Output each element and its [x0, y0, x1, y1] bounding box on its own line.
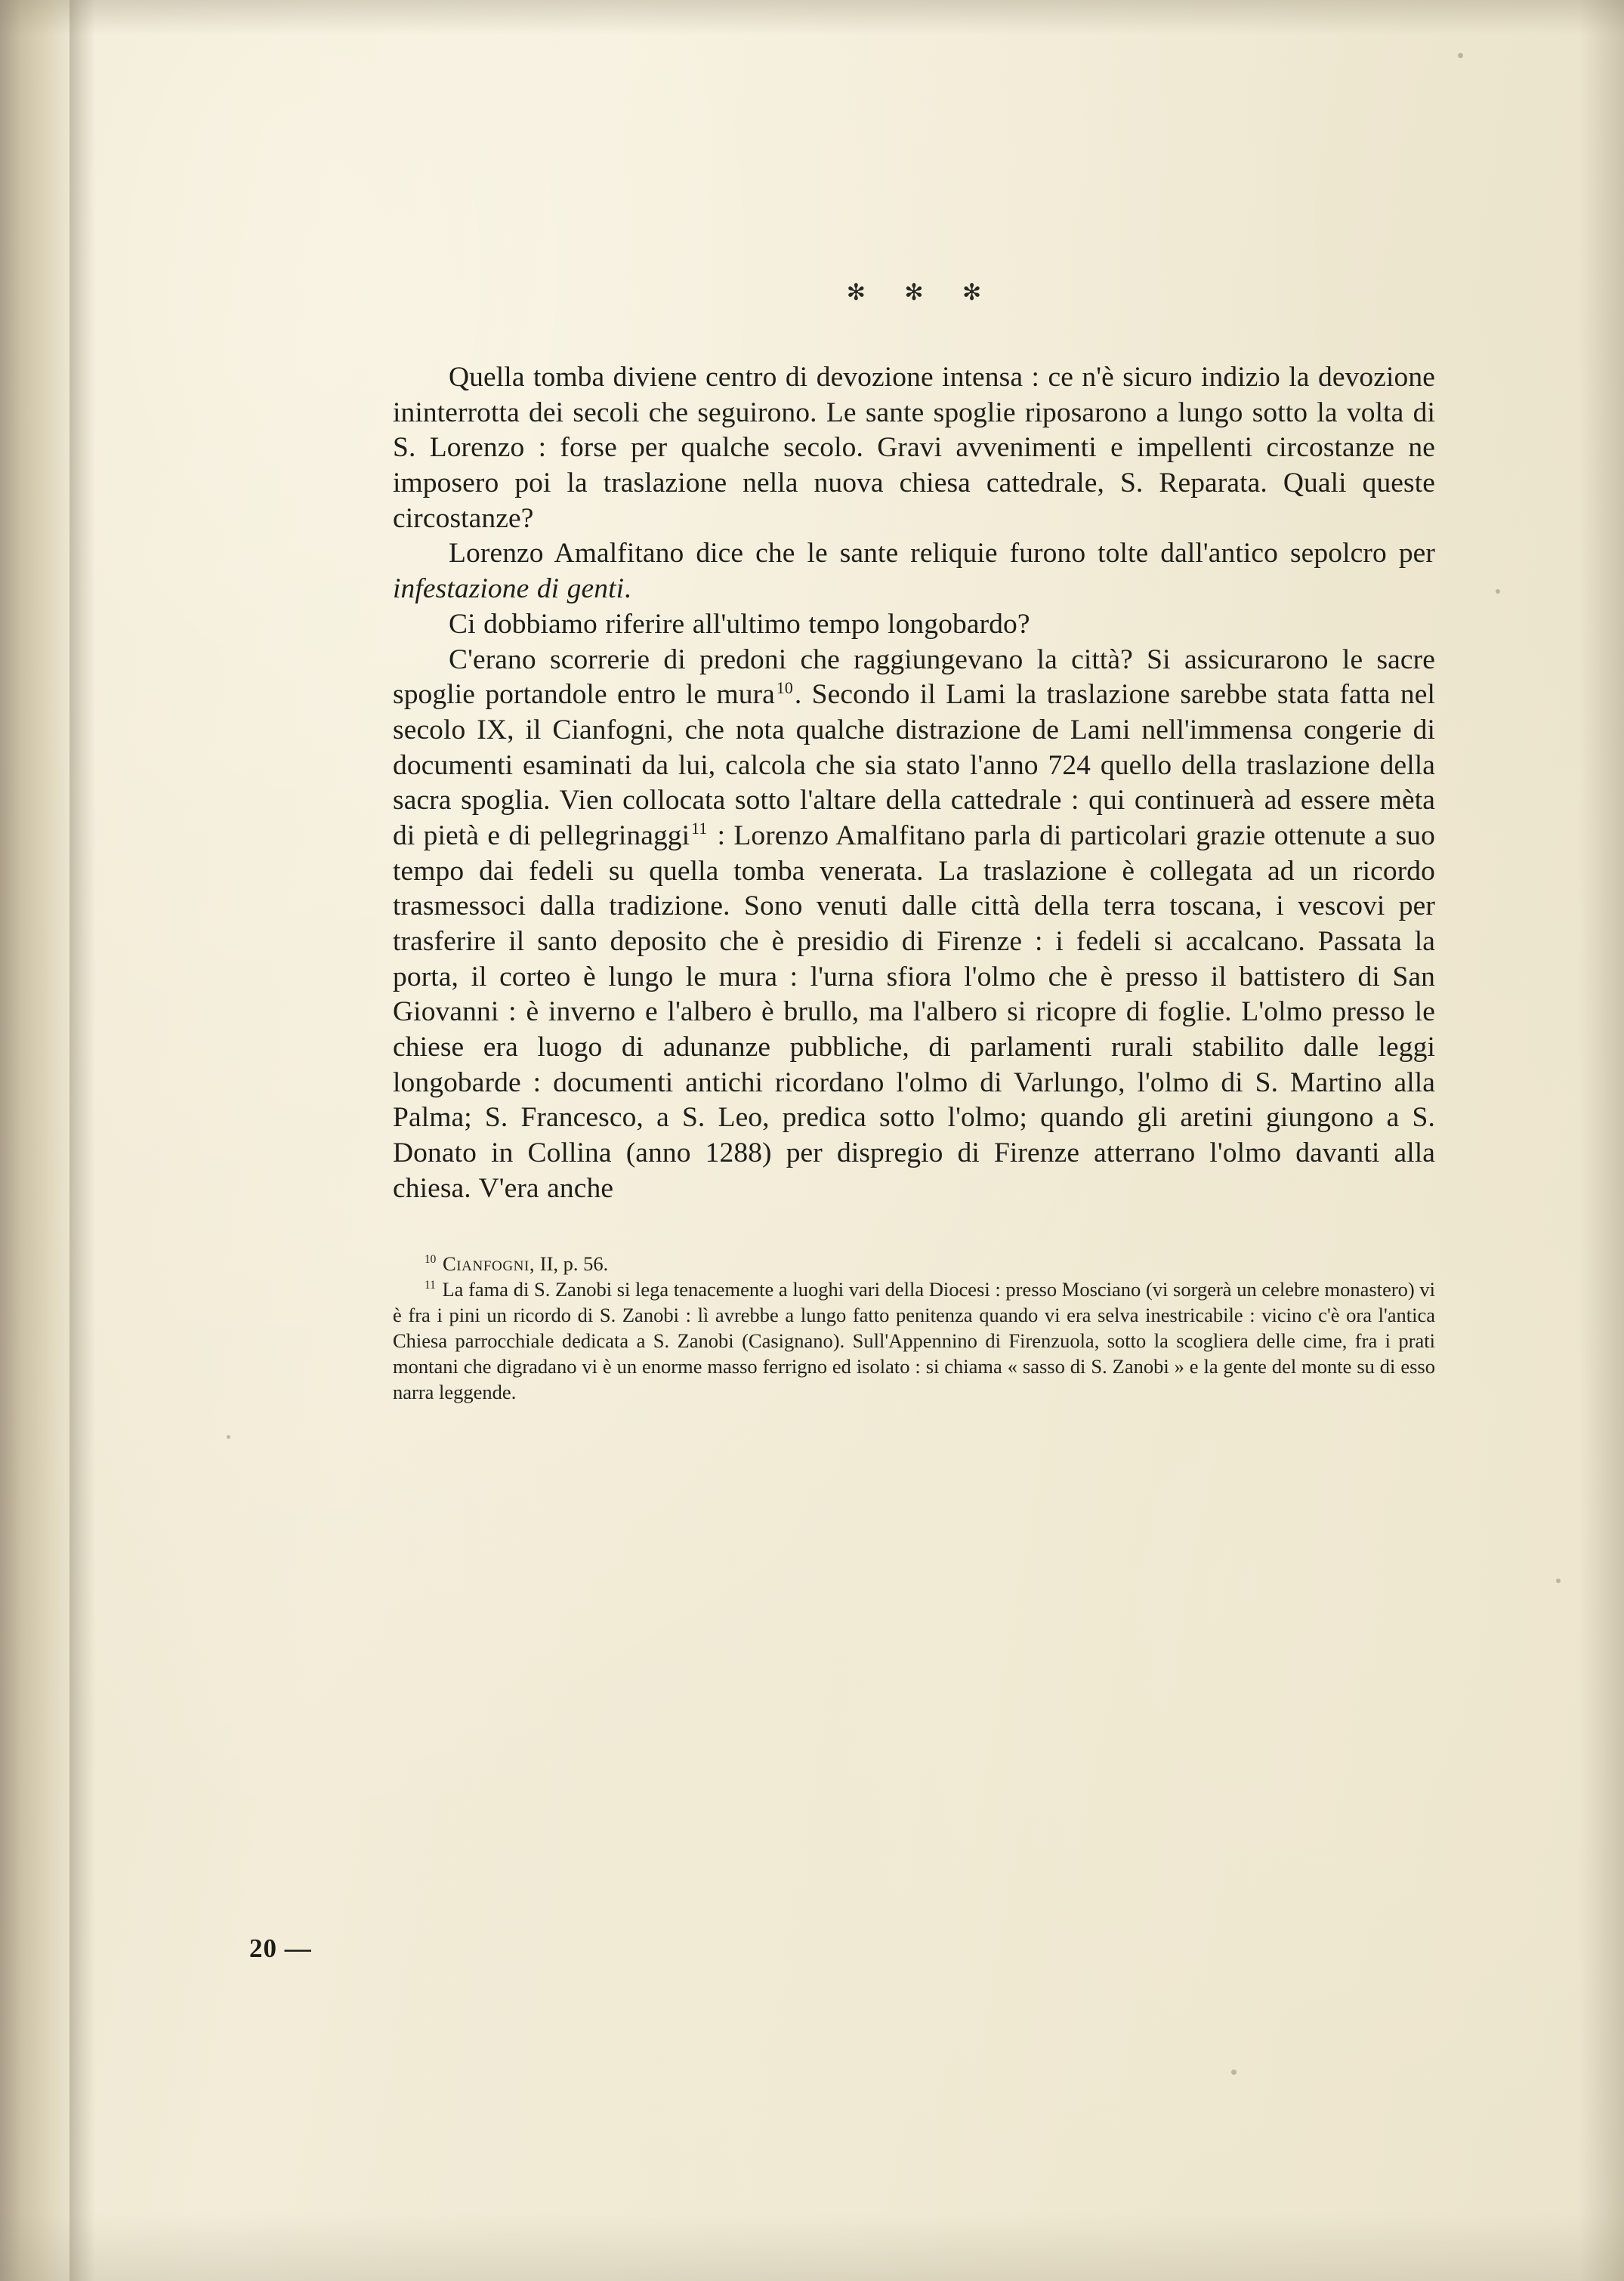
page-right-edge [1579, 0, 1624, 2281]
paragraph-4-text-c: : Lorenzo Amalfitano parla di particolari grazie ottenute a suo tempo dai fedeli su quella tomba venerata. La traslazione è collegata ad un ricordo trasmessoci dalla tradizione. Sono venuti dalle città della terra toscana, i vescovi per trasferire il santo deposito che è presidio di Firenze : i fedeli si accalcano. Passata la porta, il corteo è lungo le mura : l'urna sfiora l'olmo che è presso il battistero di San Giovanni : è inverno e l'albero è brullo, ma l'albero si ricopre di foglie. L'olmo presso le chiese era luogo di adunanze pubbliche, di parlamenti rurali stabilito dalle leggi longobarde : documenti antichi ricordano l'olmo di Varlungo, l'olmo di S. Martino alla Palma; S. Francesco, a S. Leo, predica sotto l'olmo; quando gli aretini giungono a S. Donato in Collina (anno 1288) per dispregio di Firenze atterrano l'olmo davanti alla chiesa. V'era anche [393, 819, 1435, 1204]
paragraph-4-text-a: C'erano scorrerie di predoni che raggiungevano la città? Si assicurarono le sacre spoglie portandole entro le mura [393, 644, 1435, 711]
footnote-11 [393, 1276, 1435, 1405]
paragraph-4 [393, 643, 1435, 1207]
footnote-10-marker: 10 [425, 1252, 437, 1266]
footnote-11-marker: 11 [425, 1278, 436, 1292]
footnote-11-text: La fama di S. Zanobi si lega tenacemente a luoghi vari della Diocesi : presso Mosciano (vi sorgerà un celebre monastero) vi è fra i pini un ricordo di S. Zanobi : lì avrebbe a lungo fatto penitenza quando vi era selva inestricabile : vicino c'è ora l'antica Chiesa parrocchiale dedicata a S. Zanobi (Casignano). Sull'Appennino di Firenzuola, sotto la scogliera delle cime, fra i prati montani che digradano vi è un enorme masso ferrigno ed isolato : si chiama « sasso di S. Zanobi » e la gente del monte su di esso narra leggende. [393, 1277, 1435, 1403]
page-number: 20 — [249, 1934, 312, 1963]
binding-shadow [69, 0, 95, 2281]
paper-speck [1556, 1579, 1561, 1583]
footnote-ref-10[interactable]: 10 [776, 678, 793, 697]
paragraph-1: Quella tomba diviene centro di devozione intensa : ce n'è sicuro indizio la devozione ininterrotta dei secoli che seguirono. Le sante spoglie riposarono a lungo sotto la volta di S. Lorenzo : forse per qualche secolo. Gravi avvenimenti e impellenti circostanze ne imposero poi la traslazione nella nuova chiesa cattedrale, S. Reparata. Quali queste circostanze? [393, 362, 1435, 534]
paragraph-2-italic-phrase: infestazione di genti [393, 573, 625, 605]
paper-speck [1496, 589, 1500, 594]
section-ornament: ✻ ✻ ✻ [846, 280, 999, 305]
footnote-ref-11[interactable]: 11 [691, 819, 708, 838]
page-top-edge [0, 0, 1624, 35]
paper-speck [1231, 2070, 1237, 2075]
paper-speck [1458, 53, 1463, 58]
page-bottom-edge [0, 2213, 1624, 2281]
footnotes-block [393, 1251, 1435, 1405]
paragraph-2-text-a: Lorenzo Amalfitano dice che le sante reliquie furono tolte dall'antico sepolcro per [449, 538, 1435, 569]
footnote-10-source: Cianfogni, [442, 1252, 536, 1275]
paragraph-2-text-b: . [624, 573, 631, 605]
footnote-10 [393, 1251, 1435, 1276]
paper-speck [227, 1435, 230, 1439]
page-text-column [393, 279, 1435, 1405]
paragraph-2 [393, 536, 1435, 607]
footnote-10-text: II, p. 56. [535, 1252, 609, 1275]
paragraph-4-text-b: . Secondo il Lami la traslazione sarebbe stata fatta nel secolo IX, il Cianfogni, che nota qualche distrazione de Lami nell'immensa congerie di documenti esaminati da lui, calcola che sia stato l'anno 724 quello della traslazione della sacra spoglia. Vien collocata sotto l'altare della cattedrale : qui continuerà ad essere mèta di pietà e di pellegrinaggi [393, 679, 1435, 851]
paragraph-3: Ci dobbiamo riferire all'ultimo tempo longobardo? [449, 608, 1030, 640]
